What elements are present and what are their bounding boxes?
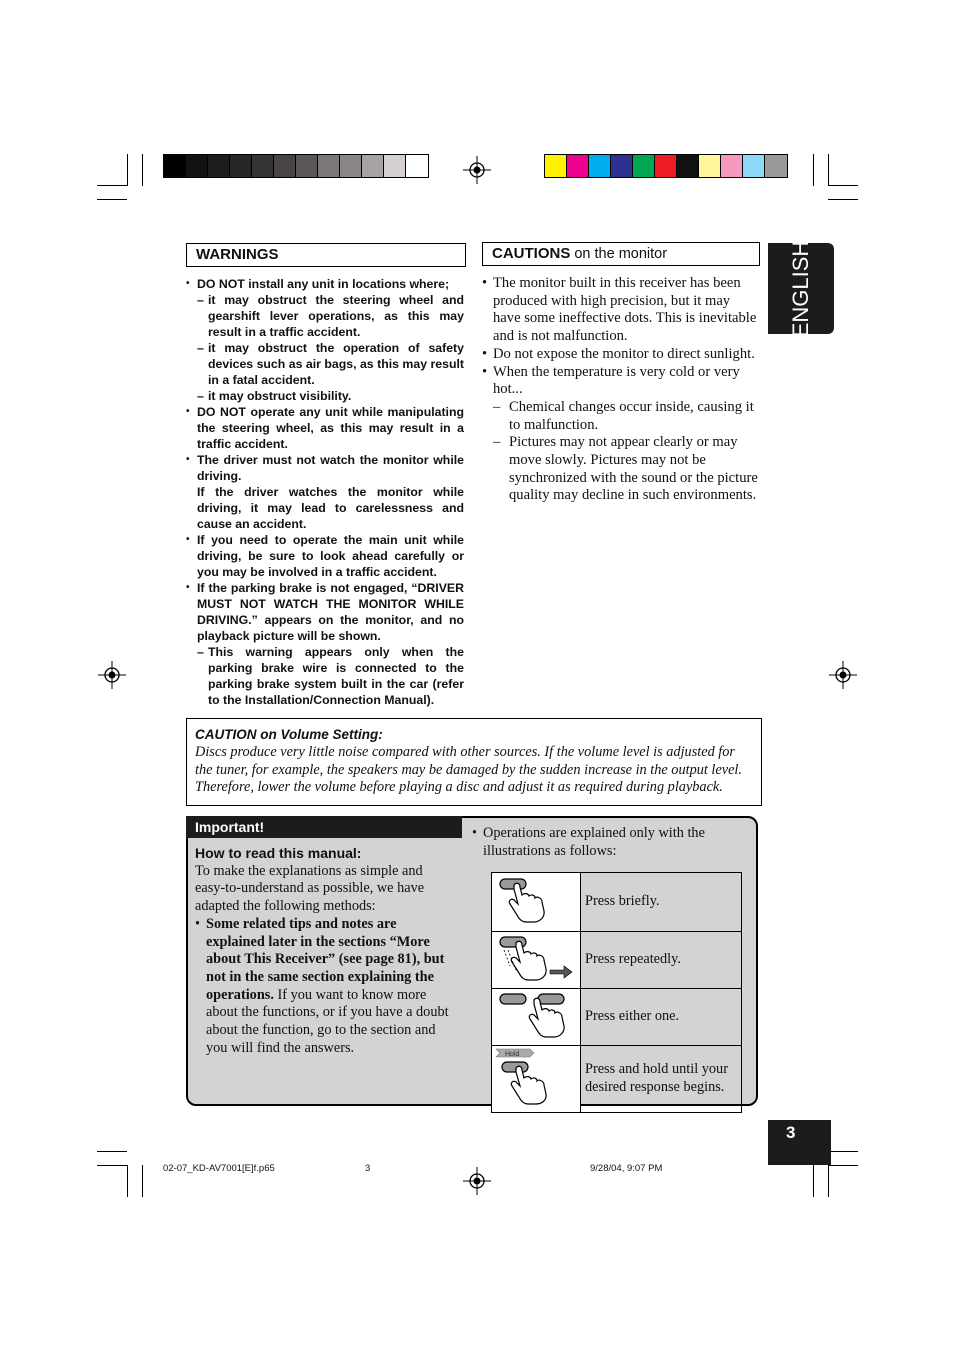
legend-text: Press briefly. xyxy=(581,873,742,932)
caution-item: • When the temperature is very cold or very hot... xyxy=(482,364,758,399)
color-swatch xyxy=(677,155,699,177)
legend-row xyxy=(492,931,742,989)
press-repeatedly-icon xyxy=(492,931,581,989)
volume-caution-title: CAUTION on Volume Setting: xyxy=(195,727,383,742)
hold-label: Hold xyxy=(505,1051,520,1059)
color-swatch xyxy=(362,155,384,177)
cautions-list xyxy=(482,275,758,505)
warning-item: • The driver must not watch the monitor while driving. xyxy=(186,452,464,484)
color-swatch xyxy=(567,155,589,177)
warning-item: • DO NOT install any unit in locations where; xyxy=(186,276,464,292)
legend-text: Press repeatedly. xyxy=(581,931,742,989)
crop-mark xyxy=(127,1165,128,1197)
crop-mark xyxy=(97,199,127,200)
cautions-header: CAUTIONS on the monitor xyxy=(482,242,760,266)
volume-caution-body: Discs produce very little noise compared with other sources. If the volume level is adjusted for the tuner, for example, the speakers may be damaged by the sudden increase in the output level. Therefore, lower the volume before playing a disc and adjust it as required during playback. xyxy=(195,744,742,796)
registration-mark-icon xyxy=(463,1167,491,1195)
color-swatch xyxy=(589,155,611,177)
registration-mark-icon xyxy=(463,156,491,184)
caution-item: • Do not expose the monitor to direct sunlight. xyxy=(482,346,758,364)
press-hold-icon xyxy=(492,1046,581,1113)
how-to-read-section xyxy=(195,845,455,1057)
registration-mark-icon xyxy=(829,661,857,689)
crop-mark xyxy=(127,154,128,186)
operation-legend-table xyxy=(491,872,742,1113)
color-swatch xyxy=(406,155,428,177)
crop-mark xyxy=(813,154,814,186)
how-to-read-bullet: • Some related tips and notes are explained later in the sections “More about This Receiver” (see page 81), but not in the same section explaining the operations. If you want to know more about the functions, or if you have a doubt about the function, go to the section and you will find the answers. xyxy=(195,916,455,1058)
legend-row xyxy=(492,1046,742,1113)
warning-subitem: – it may obstruct the steering wheel and gearshift lever operations, as this may result in a traffic accident. xyxy=(197,293,464,339)
how-to-read-intro: To make the explanations as simple and easy-to-understand as possible, we have adapted the following methods: xyxy=(195,862,425,915)
crop-mark xyxy=(828,1151,858,1152)
warning-item: • If the parking brake is not engaged, “DRIVER MUST NOT WATCH THE MONITOR WHILE DRIVING.” appears on the monitor, and no playback picture will be shown. xyxy=(186,580,464,644)
color-swatch xyxy=(230,155,252,177)
warning-subitem: – it may obstruct the operation of safety devices such as air bags, as this may result in a fatal accident. xyxy=(197,341,464,387)
color-swatch xyxy=(208,155,230,177)
warning-item: • DO NOT operate any unit while manipulating the steering wheel, as this may result in a traffic accident. xyxy=(186,404,464,452)
volume-caution-box xyxy=(186,718,762,806)
legend-row xyxy=(492,989,742,1046)
color-swatch xyxy=(765,155,787,177)
footer-page: 3 xyxy=(365,1163,371,1174)
how-to-read-heading: How to read this manual: xyxy=(195,845,362,861)
color-swatch xyxy=(743,155,765,177)
color-swatch xyxy=(611,155,633,177)
grayscale-bar xyxy=(163,154,429,178)
crop-mark xyxy=(828,185,858,186)
crop-mark xyxy=(828,199,858,200)
crop-mark xyxy=(142,1165,143,1197)
color-swatch xyxy=(296,155,318,177)
legend-text: Press and hold until your desired response begins. xyxy=(581,1046,742,1113)
color-swatch xyxy=(274,155,296,177)
color-swatch xyxy=(633,155,655,177)
crop-mark xyxy=(97,1151,127,1152)
color-bar xyxy=(544,154,788,178)
crop-mark xyxy=(828,154,829,186)
color-swatch xyxy=(384,155,406,177)
color-swatch xyxy=(545,155,567,177)
crop-mark xyxy=(813,1165,814,1197)
crop-mark xyxy=(828,1165,858,1166)
caution-subitem: – Chemical changes occur inside, causing it to malfunction. xyxy=(493,398,754,433)
registration-mark-icon xyxy=(98,661,126,689)
warnings-list xyxy=(186,276,464,708)
color-swatch xyxy=(699,155,721,177)
color-swatch xyxy=(655,155,677,177)
legend-text: Press either one. xyxy=(581,989,742,1046)
crop-mark xyxy=(142,154,143,186)
color-swatch xyxy=(252,155,274,177)
press-either-icon xyxy=(492,989,581,1046)
operations-intro: • Operations are explained only with the illustrations as follows: xyxy=(472,825,742,860)
page-number: 3 xyxy=(768,1120,831,1165)
footer-date: 9/28/04, 9:07 PM xyxy=(590,1163,663,1174)
warning-item: • If you need to operate the main unit while driving, be sure to look ahead carefully or you may be involved in a traffic accident. xyxy=(186,532,464,580)
press-briefly-icon xyxy=(492,873,581,932)
color-swatch xyxy=(318,155,340,177)
legend-row xyxy=(492,873,742,932)
crop-mark xyxy=(97,185,127,186)
crop-mark xyxy=(97,1165,127,1166)
important-label: Important! xyxy=(186,816,462,838)
color-swatch xyxy=(186,155,208,177)
color-swatch xyxy=(721,155,743,177)
caution-item: • The monitor built in this receiver has been produced with high precision, but it may have some ineffective dots. This is inevitable and is not malfunction. xyxy=(482,275,758,346)
footer-filename: 02-07_KD-AV7001[E]f.p65 xyxy=(163,1163,275,1174)
warning-paragraph: If the driver watches the monitor while driving, it may lead to carelessness and cause an accident. xyxy=(197,485,464,531)
color-swatch xyxy=(164,155,186,177)
crop-mark xyxy=(828,1165,829,1197)
warnings-header: WARNINGS xyxy=(186,243,466,267)
language-tab: ENGLISH xyxy=(768,243,834,334)
warning-subitem: – This warning appears only when the parking brake wire is connected to the parking brake system built in the car (refer to the Installation/Connection Manual). xyxy=(197,645,464,707)
caution-subitem: – Pictures may not appear clearly or may move slowly. Pictures may not be synchronized with the sound or the picture quality may decline in such environments. xyxy=(493,434,758,504)
warning-subitem: – it may obstruct visibility. xyxy=(197,389,352,403)
color-swatch xyxy=(340,155,362,177)
